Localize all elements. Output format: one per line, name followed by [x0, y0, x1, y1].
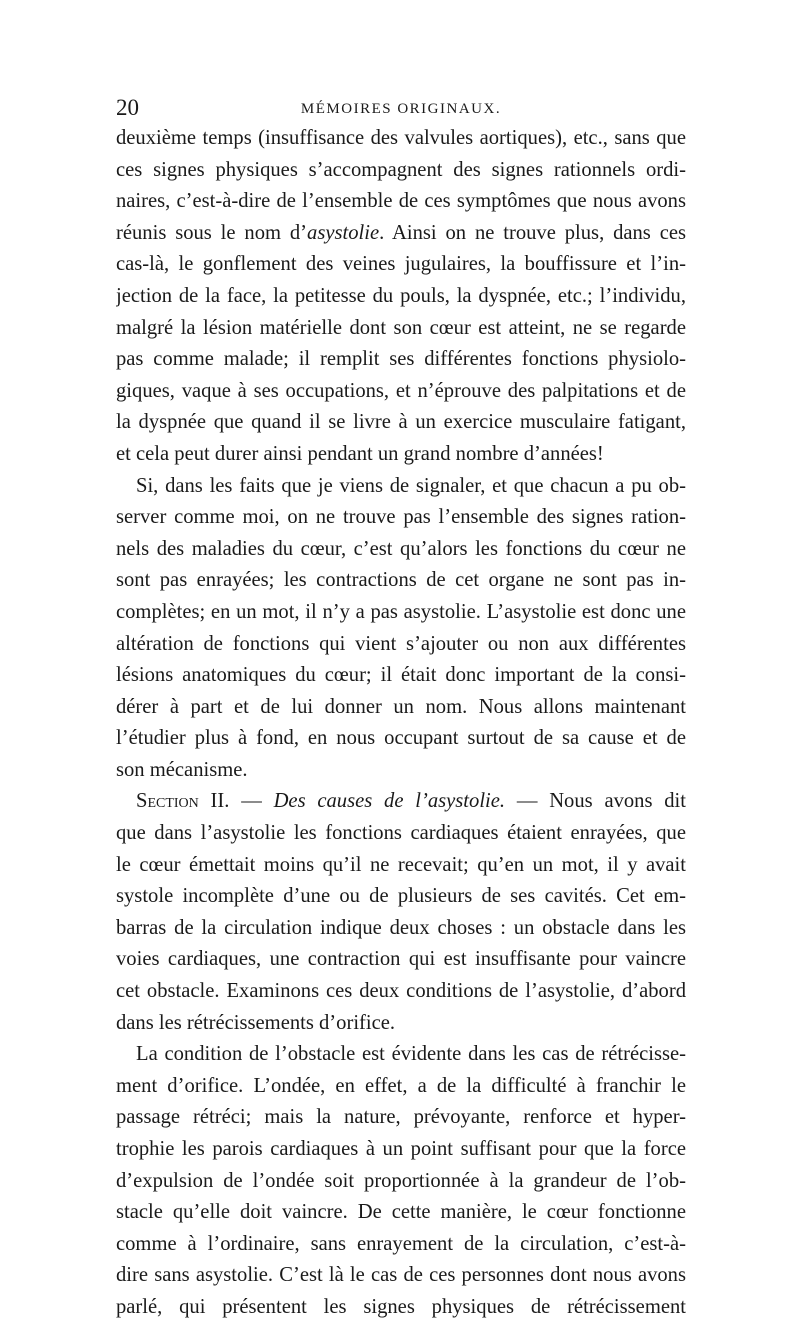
text-span: II. —: [198, 790, 274, 813]
text-span: la dyspnée que quand il se livre à un exercice musculaire fatigant,: [116, 411, 686, 434]
text-span: et cela peut durer ainsi pendant un grand nombre d’années!: [116, 442, 604, 465]
text-line: [116, 629, 686, 661]
running-head: MÉMOIRES ORIGINAUX.: [300, 101, 502, 117]
text-line: [116, 850, 686, 882]
text-span: dérer à part et de lui donner un nom. Nous allons maintenant: [116, 695, 686, 718]
text-span: altération de fonctions qui vient s’ajouter ou non aux différentes: [116, 632, 686, 655]
text-line: [116, 1134, 686, 1166]
text-span: giques, vaque à ses occupations, et n’éprouve des palpitations et de: [116, 379, 686, 402]
text-line: [116, 1102, 686, 1134]
text-span: pas comme malade; il remplit ses différentes fonctions physiolo-: [116, 348, 686, 371]
text-line: [116, 313, 686, 345]
text-span: stacle qu’elle doit vaincre. De cette manière, le cœur fonctionne: [116, 1201, 686, 1224]
text-line: [116, 376, 686, 408]
text-span: d’expulsion de l’ondée soit proportionnée à la grandeur de l’ob-: [116, 1169, 686, 1192]
text-line: [116, 155, 686, 187]
text-span: cas-là, le gonflement des veines jugulaires, la bouffissure et l’in-: [116, 253, 686, 276]
text-span: trophie les parois cardiaques à un point suffisant pour que la force: [116, 1138, 686, 1160]
text-span: Si, dans les faits que je viens de signaler, et que chacun a pu ob-: [136, 474, 686, 497]
text-line: [116, 881, 686, 913]
text-line: [116, 123, 686, 155]
text-line: [116, 186, 686, 218]
text-span: dans les rétrécissements d’orifice.: [116, 1011, 396, 1034]
text-span: passage rétréci; mais la nature, prévoyante, renforce et hyper-: [116, 1106, 686, 1129]
text-line: [116, 439, 686, 471]
text-span: malgré la lésion matérielle dont son cœur est atteint, ne se regarde: [116, 316, 686, 339]
text-span: le cœur émettait moins qu’il ne recevait; qu’en un mot, il y avait: [116, 853, 686, 876]
page-number: 20: [116, 95, 139, 120]
text-span: jection de la face, la petitesse du pouls, la dyspnée, etc.; l’individu,: [116, 284, 686, 307]
text-line: [116, 1229, 686, 1261]
text-line: [116, 249, 686, 281]
italic-text: Des causes de l’asystolie.: [273, 790, 506, 813]
text-span: l’étudier plus à fond, en nous occupant surtout de sa cause et de: [116, 727, 686, 750]
text-line: [116, 660, 686, 692]
text-line: [116, 818, 686, 850]
text-line: [116, 755, 686, 787]
small-caps-text: Section: [136, 790, 199, 813]
text-span: parlé, qui présentent les signes physiques de rétrécissement: [116, 1295, 686, 1318]
text-span: cet obstacle. Examinons ces deux conditions de l’asystolie, d’abord: [116, 980, 686, 1003]
text-line: [116, 723, 686, 755]
text-line: [116, 344, 686, 376]
text-line: [116, 502, 686, 534]
text-line: [116, 565, 686, 597]
text-span: que dans l’asystolie les fonctions cardiaques étaient enrayées, que: [116, 822, 686, 845]
text-line: [116, 597, 686, 629]
text-line: [116, 1197, 686, 1229]
text-line: [116, 1292, 686, 1324]
body-text: [116, 123, 686, 1324]
text-line: [116, 913, 686, 945]
text-line: [116, 944, 686, 976]
text-line: [116, 1260, 686, 1292]
text-span: ment d’orifice. L’ondée, en effet, a de la difficulté à franchir le: [116, 1074, 686, 1097]
italic-text: asystolie: [307, 221, 380, 244]
text-line: [116, 407, 686, 439]
text-line: [116, 1008, 686, 1040]
text-line: [116, 218, 686, 250]
text-span: réunis sous le nom d’: [116, 221, 308, 244]
text-line: [116, 534, 686, 566]
text-line: [116, 471, 686, 503]
text-line: [116, 976, 686, 1008]
text-span: barras de la circulation indique deux choses : un obstacle dans les: [116, 916, 686, 939]
text-line: [116, 1166, 686, 1198]
text-span: complètes; en un mot, il n’y a pas asystolie. L’asystolie est donc une: [116, 600, 686, 623]
text-span: lésions anatomiques du cœur; il était donc important de la consi-: [116, 664, 686, 687]
text-span: . Ainsi on ne trouve plus, dans ces: [379, 221, 686, 244]
text-line: [116, 281, 686, 313]
text-line: [116, 786, 686, 818]
text-span: dire sans asystolie. C’est là le cas de ces personnes dont nous avons: [116, 1264, 686, 1287]
text-span: deuxième temps (insuffisance des valvules aortiques), etc., sans que: [116, 127, 686, 149]
text-span: server comme moi, on ne trouve pas l’ensemble des signes ration-: [116, 506, 686, 529]
text-line: [116, 1039, 686, 1071]
text-line: [116, 692, 686, 724]
text-span: nels des maladies du cœur, c’est qu’alors les fonctions du cœur ne: [116, 537, 686, 560]
text-span: son mécanisme.: [116, 758, 248, 781]
text-line: [116, 1071, 686, 1103]
page-header: [116, 93, 686, 123]
text-span: systole incomplète d’une ou de plusieurs de ses cavités. Cet em-: [116, 885, 686, 908]
text-span: — Nous avons dit: [505, 790, 686, 813]
text-span: La condition de l’obstacle est évidente dans les cas de rétrécisse-: [136, 1043, 686, 1066]
text-span: voies cardiaques, une contraction qui est insuffisante pour vaincre: [116, 948, 686, 971]
text-span: ces signes physiques s’accompagnent des signes rationnels ordi-: [116, 158, 686, 181]
text-span: naires, c’est-à-dire de l’ensemble de ces symptômes que nous avons: [116, 190, 686, 213]
text-span: comme à l’ordinaire, sans enrayement de la circulation, c’est-à-: [116, 1232, 686, 1255]
text-span: sont pas enrayées; les contractions de cet organe ne sont pas in-: [116, 569, 686, 592]
